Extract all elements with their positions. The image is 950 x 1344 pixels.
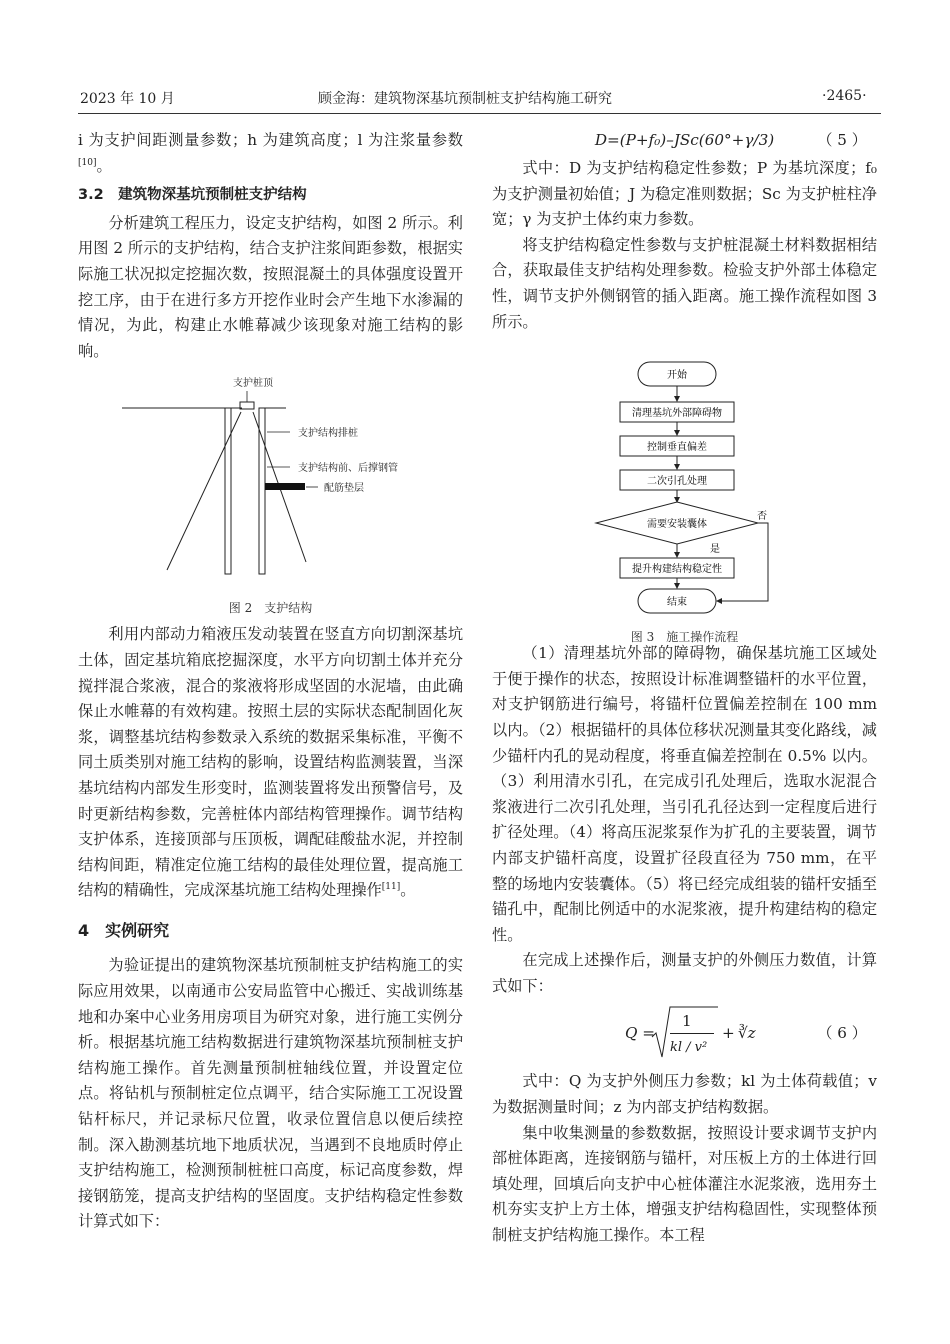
header-date: 2023 年 10 月 [80,91,175,107]
flow-step-secondary-label: 二次引孔处理 [647,476,707,488]
flow-step-clear-label: 清理基坑外部障碍物 [632,408,722,420]
brace-pipe-front [167,412,241,570]
header-rule [78,113,881,114]
fraction-bar [670,1033,714,1034]
flow-no-label: 否 [757,511,767,523]
paragraph: 分析建筑工程压力，设定支护结构，如图 2 所示。利用图 2 所示的支护结构，结合支护注浆间距参数，根据实际施工状况拟定挖掘次数，按照混凝土的具体强度设置开挖工序，由于在进行多方开挖作业时会产生地下水渗漏的情况，为此，构建止水帷幕减少该现象对施工结构的影响。 [78,213,463,360]
header-page-number: ·2465· [822,88,867,104]
right-column [492,128,877,1249]
citation: [10] [78,157,97,168]
reinforced-pad [265,483,305,490]
paragraph: 式中：D 为支护结构稳定性参数；P 为基坑深度；f₀ 为支护测量初始值；J 为稳定准则数据；Sc 为支护桩柱净宽；γ 为支护土体约束力参数。 [492,159,877,229]
paragraph: 在完成上述操作后，测量支护的外侧压力数值，计算式如下： [492,951,877,995]
fig2-label-top: 支护桩顶 [233,378,273,390]
equation-6: Q = 1 kl / v² + ∛z （ 6 ） [492,999,877,1069]
paragraph: 集中收集测量的参数数据，按照设计要求调节支护内部桩体距离，连接钢筋与锚杆，对压板上方的土体进行回填处理，回填后向支护中心桩体灌注水泥浆液，选用夯土机夯实支护上方土体，增强支护结构稳固性，实现整体预制桩支护结构施工操作。本工程 [492,1123,877,1245]
section-heading-3-2: 3.2 建筑物深基坑预制桩支护结构 [78,187,307,204]
paragraph: 将支护结构稳定性参数与支护桩混凝土材料数据相结合，获取最佳支护结构处理参数。检验支护外部土体稳定性，调节支护外侧钢管的插入距离。施工操作流程如图 3 所示。 [492,235,877,331]
fig2-label-pad: 配筋垫层 [324,483,364,495]
equation-6-number: （ 6 ） [817,1024,867,1043]
figure-2 [78,364,463,622]
flow-decision-label: 需要安装囊体 [647,519,707,531]
figure-2-caption: 图 2 支护结构 [228,601,313,616]
flow-end-label: 结束 [667,597,687,609]
pile-cap [240,402,254,409]
paragraph-continuation: i 为支护间距测量参数；h 为建筑高度；l 为注浆量参数[10]。 [78,131,463,175]
figure-3 [492,335,877,645]
section-heading-4: 4 实例研究 [78,920,170,940]
pile-left [225,408,231,574]
equation-5-body: D=(P+f₀)–JSc(60°+γ/3) [594,131,775,149]
equation-5 [492,128,877,156]
flow-yes-label: 是 [710,544,720,556]
left-column [78,128,463,1235]
fig2-label-pile: 支护结构排桩 [298,428,358,440]
paragraph: 利用内部动力箱液压发动装置在竖直方向切割深基坑土体，固定基坑箱底挖掘深度，水平方向切割土体并充分搅拌混合浆液，混合的浆液将形成坚固的水泥墙，由此确保止水帷幕的有效构建。按照土层的实际状态配制固化灰浆，调整基坑结构参数录入系统的数据采集标准，平衡不同土质类别对施工结构的影响，设置结构监测装置，当深基坑结构内部发生形变时，监测装置将发出预警信号，及时更新结构参数，完善桩体内部结构管理操作。调节结构支护体系，连接顶部与压顶板，调配硅酸盐水泥，并控制结构间距，精准定位施工结构的最佳处理位置，提高施工结构的精确性，完成深基坑施工结构处理操作[11]。 [78,625,463,900]
flow-step-vertical-label: 控制垂直偏差 [647,442,707,454]
citation: [11] [381,882,401,893]
fig2-label-pipe: 支护结构前、后撑钢管 [298,463,398,475]
flow-step-stability-label: 提升构建结构稳定性 [632,564,722,576]
paragraph: （1）清理基坑外部的障碍物，确保基坑施工区域处于便于操作的状态，按照设计标准调整锚杆的水平位置，对支护钢筋进行编号，将锚杆位置偏差控制在 100 mm 以内。（2）根据锚杆的具体位移状况测量其变化路线，减少锚杆内孔的晃动程度，将垂直偏差控制在 0.5% 以内。（3）利用清水引孔，在完成引孔处理后，选取水泥混合浆液进行二次引孔处理，当引孔孔径达到一定程度后进行扩径处理。（4）将高压泥浆泵作为扩孔的主要装置，调节内部支护锚杆高度，设置扩径段直径为 750 mm，在平整的场地内安装囊体。（5）将已经完成组装的锚杆安插至锚孔中，配制比例适中的水泥浆液，提升构建结构的稳定性。 [492,644,877,944]
flow-start-label: 开始 [667,370,687,382]
paragraph: 为验证提出的建筑物深基坑预制桩支护结构施工的实际应用效果，以南通市公安局监管中心搬迁、实战训练基地和办案中心业务用房项目为研究对象，进行施工实例分析。根据基坑施工结构数据进行建筑物深基坑预制桩支护结构施工操作。首先测量预制桩轴线位置，并设置定位点。将钻机与预制桩定位点调平，结合实际施工工况设置钻杆标尺，并记录标尺位置，收录位置信息以便后续控制。深入勘测基坑地下地质状况，当遇到不良地质时停止支护结构施工，检测预制桩桩口高度，标记高度参数，焊接钢筋笼，提高支护结构的坚固度。支护结构稳定性参数计算式如下： [78,956,463,1231]
header-title: 顾金海：建筑物深基坑预制桩支护结构施工研究 [318,91,612,107]
paragraph: 式中：Q 为支护外侧压力参数；kl 为土体荷载值；v 为数据测量时间；z 为内部支护结构数据。 [492,1072,877,1117]
figure-3-caption: 图 3 施工操作流程 [630,630,739,645]
equation-5-number: （ 5 ） [817,131,867,149]
